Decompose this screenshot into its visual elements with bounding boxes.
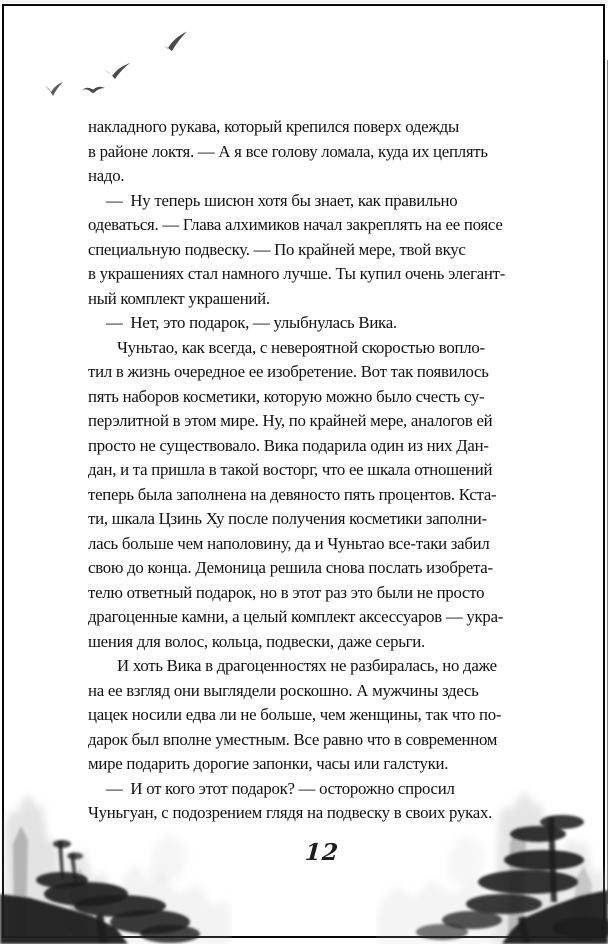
text-line: — Ну теперь шисюн хотя бы знает, как правильно <box>106 190 458 210</box>
text-column <box>88 115 538 826</box>
text-line: пять наборов косметики, которую можно было счесть су- <box>88 386 485 406</box>
text-line: дарок был вполне уместным. Все равно что в современном <box>88 729 498 749</box>
text-line: тил в жизнь очередное ее изобретение. Вот так появилось <box>88 362 489 381</box>
text-line: Чуньгуан, с подозрением глядя на подвеску в своих руках. <box>88 803 493 822</box>
text-line: лась больше чем наполовину, да и Чуньтао все-таки забил <box>88 533 490 553</box>
paragraph <box>88 777 538 826</box>
paragraph <box>88 336 538 655</box>
text-line: ный комплект украшений. <box>88 288 270 308</box>
text-line: в украшениях стал намного лучше. Ты купил очень элегант- <box>88 264 506 283</box>
text-line: — Нет, это подарок, — улыбнулась Вика. <box>106 313 397 332</box>
text-line: И хоть Вика в драгоценностях не разбиралась, но даже <box>117 656 497 675</box>
text-line: одеваться. — Глава алхимиков начал закреплять на ее поясе <box>88 215 503 234</box>
bird-icon <box>104 63 130 79</box>
text-line: свою до конца. Демоница решила снова послать изобрета- <box>88 558 493 577</box>
page-number: 12 <box>304 839 340 866</box>
text-line: накладного рукава, который крепился поверх одежды <box>88 117 459 136</box>
text-line: надо. <box>88 166 125 185</box>
text-line: мире подарить дорогие запонки, часы или галстуки. <box>88 754 449 773</box>
bird-icon <box>82 87 105 93</box>
text-line: специальную подвеску. — По крайней мере, твой вкус <box>88 239 466 259</box>
text-line: драгоценные камни, а целый комплект аксессуаров — укра- <box>88 607 504 626</box>
paragraph <box>88 115 538 189</box>
text-line: ти, шкала Цзинь Ху после получения косметики заполни- <box>88 509 487 528</box>
bird-icon <box>45 82 63 96</box>
text-line: просто не существовало. Вика подарила один из них Дан- <box>88 435 489 455</box>
text-line: телю ответный подарок, но в этот раз это были не просто <box>88 582 485 602</box>
text-line: цацек носили едва ли не больше, чем женщины, так что по- <box>88 705 502 724</box>
bird-icon <box>157 31 189 52</box>
paragraph <box>88 311 538 336</box>
text-line: дан, и та пришла в такой восторг, что ее шкала отношений <box>88 460 493 479</box>
paragraph <box>88 654 538 777</box>
text-line: теперь была заполнена на девяносто пять процентов. Кста- <box>88 484 497 504</box>
flying-birds-icon <box>38 28 203 106</box>
page-edge-top <box>0 0 608 3</box>
text-line: — И от кого этот подарок? — осторожно спросил <box>106 778 455 798</box>
paragraph <box>88 189 538 312</box>
text-line: Чуньтао, как всегда, с невероятной скоростью вопло- <box>117 337 485 357</box>
text-line: шения для волос, кольца, подвески, даже серьги. <box>88 631 425 651</box>
text-line: перэлитной в этом мире. Ну, по крайней мере, аналогов ей <box>88 411 493 430</box>
text-line: в районе локтя. — А я все голову ломала, куда их цеплять <box>88 141 488 161</box>
text-line: на ее взгляд они выглядели роскошно. А мужчины здесь <box>88 680 479 700</box>
